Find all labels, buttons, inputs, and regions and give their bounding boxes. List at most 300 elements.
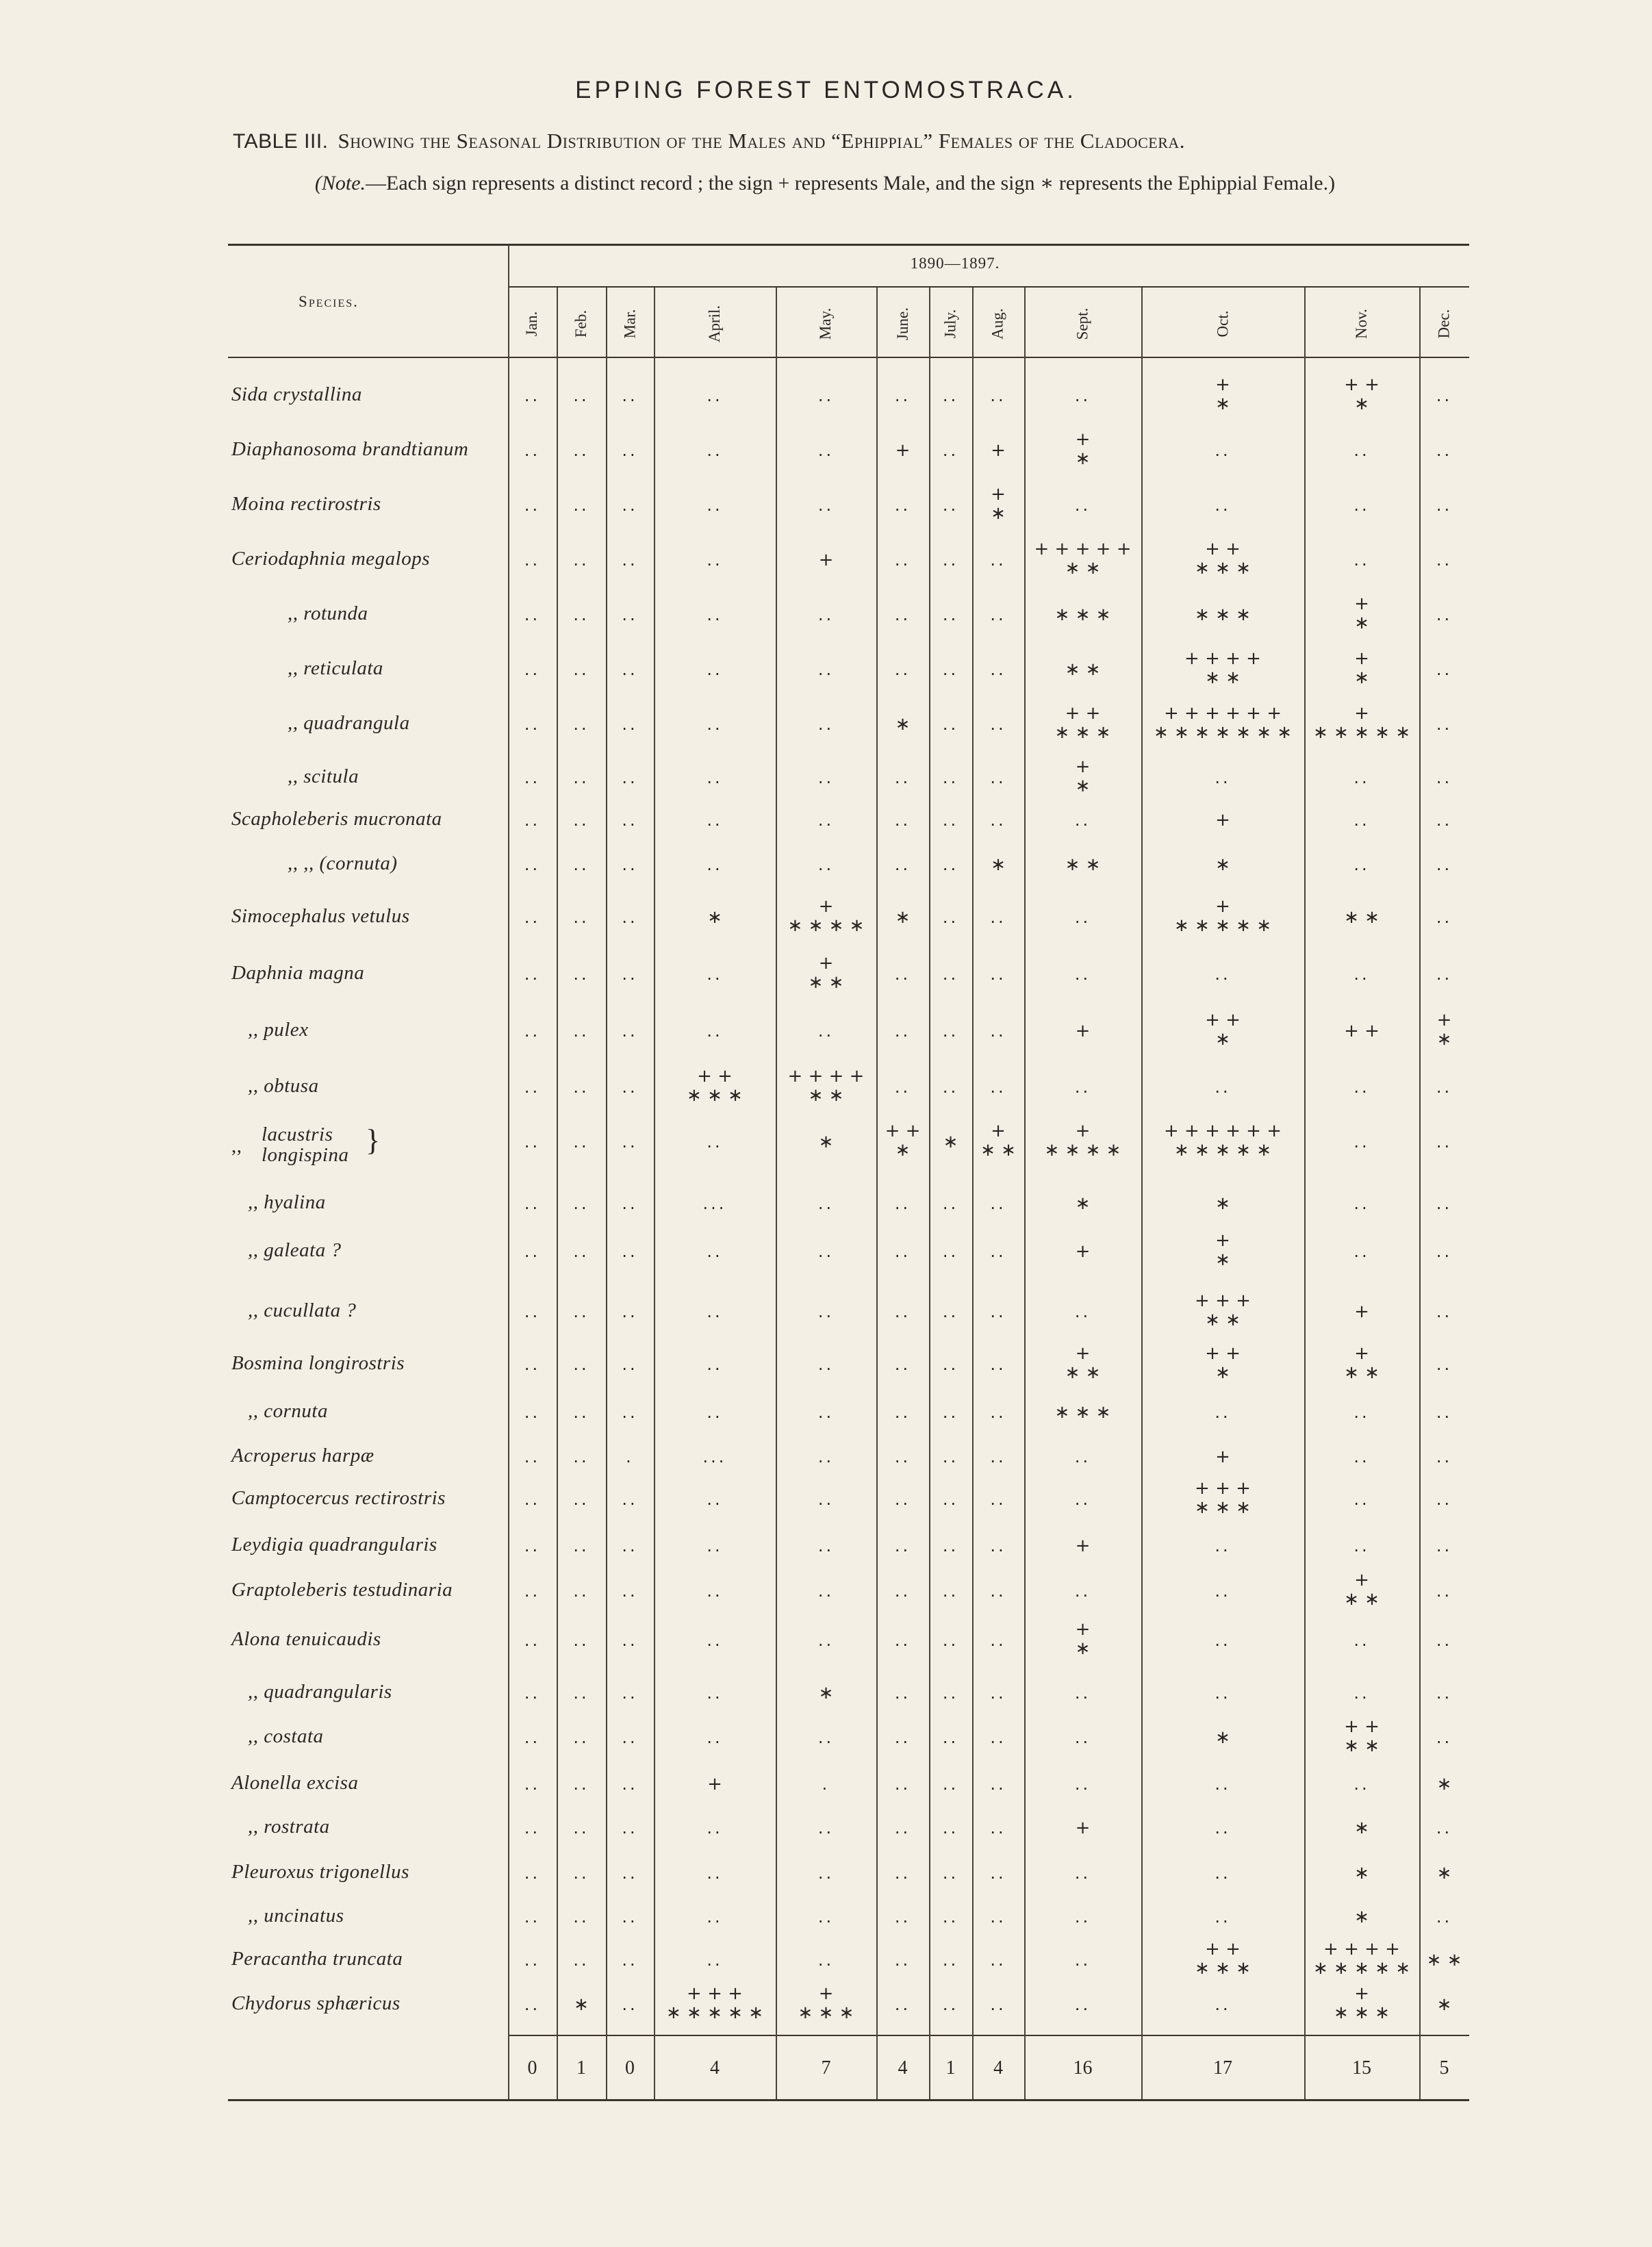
record-cell: .. <box>622 1582 638 1601</box>
record-cell: .. <box>1074 1864 1091 1883</box>
record-cell: .. <box>990 1194 1006 1213</box>
record-cell: + ∗ ∗ ∗ <box>1334 1983 1390 2023</box>
record-cell: .. <box>573 715 589 734</box>
record-cell: .. <box>990 715 1006 734</box>
species-name: ,, hyalina <box>248 1191 326 1213</box>
record-cell: + ∗ <box>1215 374 1230 414</box>
record-cell: .. <box>707 811 723 830</box>
record-cell: .. <box>707 1403 723 1422</box>
record-cell: .. <box>942 1536 959 1556</box>
record-cell: .. <box>622 965 638 984</box>
record-cell: ∗ ∗ <box>1065 659 1101 680</box>
record-cell: .. <box>707 1302 723 1321</box>
record-cell: ∗ <box>1436 1774 1452 1794</box>
record-cell: ∗ ∗ <box>1065 854 1101 875</box>
record-cell: .. <box>707 1728 723 1747</box>
period-label: 1890—1897. <box>910 255 1000 272</box>
record-cell: + + + ∗ ∗ ∗ <box>1195 1478 1251 1518</box>
record-cell: .. <box>524 1995 541 2014</box>
record-cell: .. <box>707 1355 723 1374</box>
record-cell: .. <box>524 965 541 984</box>
record-cell: .. <box>622 1403 638 1422</box>
record-cell: .. <box>1354 768 1370 787</box>
record-cell: .. <box>1215 768 1231 787</box>
record-cell: ∗ <box>1215 854 1230 875</box>
record-cell: .. <box>942 715 959 734</box>
record-cell: .. <box>817 386 835 405</box>
month-total: 7 <box>821 2057 831 2079</box>
record-cell: .. <box>524 715 541 734</box>
record-cell: .. <box>622 1490 638 1509</box>
record-cell: .. <box>942 1775 959 1794</box>
record-cell: .. <box>817 1403 835 1422</box>
record-cell: ∗ <box>991 854 1006 875</box>
record-cell: .. <box>817 1728 835 1747</box>
record-cell: .. <box>707 605 723 624</box>
record-cell: .. <box>990 1403 1006 1422</box>
record-cell: .. <box>1354 965 1370 984</box>
record-cell: .. <box>1354 1403 1370 1422</box>
record-cell: + <box>1075 1536 1091 1556</box>
record-cell: .. <box>524 1818 541 1838</box>
record-cell: .. <box>1354 1447 1370 1467</box>
species-name: ,, cucullata ? <box>248 1299 357 1321</box>
record-cell: .. <box>1074 908 1091 927</box>
record-cell: ∗ <box>1215 1727 1230 1748</box>
record-cell: ∗ <box>1215 1193 1230 1214</box>
record-cell: + ∗ <box>1436 1010 1452 1050</box>
record-cell: .. <box>622 1728 638 1747</box>
month-label: Nov. <box>1353 308 1370 339</box>
month-total: 4 <box>898 2057 908 2079</box>
record-cell: .. <box>990 605 1006 624</box>
record-cell: .. <box>942 1864 959 1883</box>
record-cell: .. <box>942 1021 959 1041</box>
record-cell: .. <box>990 1242 1006 1261</box>
record-cell: + + ∗ ∗ ∗ <box>687 1066 743 1106</box>
record-cell: + <box>818 550 834 570</box>
record-cell: .. <box>622 1078 638 1097</box>
record-cell: .. <box>990 965 1006 984</box>
record-cell: .. <box>1215 1631 1231 1650</box>
record-cell: .. <box>1436 1194 1453 1213</box>
record-cell: .. <box>942 1194 959 1213</box>
record-cell: .. <box>942 1242 959 1261</box>
record-cell: .. <box>573 855 589 874</box>
record-cell: .. <box>1436 1242 1453 1261</box>
record-cell: + + + + + ∗ ∗ <box>1034 539 1132 579</box>
record-cell: .. <box>1436 1302 1453 1321</box>
record-cell: + <box>707 1774 722 1794</box>
record-cell: .. <box>990 1728 1006 1747</box>
record-cell: .. <box>622 441 638 460</box>
month-header <box>1419 291 1469 356</box>
record-cell: .. <box>817 1355 835 1374</box>
record-cell: .. <box>990 908 1006 927</box>
record-cell: .. <box>894 1684 911 1703</box>
record-cell: .. <box>573 1355 589 1374</box>
record-cell: .. <box>573 1132 589 1152</box>
record-cell: .. <box>894 1631 911 1650</box>
record-cell: .. <box>1074 1078 1091 1097</box>
record-cell: ∗ <box>895 714 911 735</box>
record-cell: + + <box>1344 1021 1380 1041</box>
record-cell: .. <box>524 550 541 570</box>
record-cell: + ∗ <box>1215 1230 1230 1270</box>
record-cell: .. <box>707 550 723 570</box>
record-cell: .. <box>573 1242 589 1261</box>
record-cell: .. <box>1436 965 1453 984</box>
record-cell: .. <box>524 1302 541 1321</box>
record-cell: .. <box>942 441 959 460</box>
record-cell: .. <box>1436 1684 1453 1703</box>
record-cell: .. <box>1436 1447 1453 1467</box>
record-cell: .. <box>1436 1355 1453 1374</box>
month-label: Feb. <box>572 309 589 338</box>
record-cell: .. <box>942 1818 959 1838</box>
species-name: Bosmina longirostris <box>231 1352 405 1374</box>
record-cell: .. <box>524 1684 541 1703</box>
record-cell: .. <box>1436 386 1453 405</box>
record-cell: + + ∗ <box>1205 1010 1241 1050</box>
month-header <box>557 291 606 356</box>
month-label: Jan. <box>523 311 541 336</box>
record-cell: .. <box>573 1951 589 1970</box>
month-total: 16 <box>1073 2057 1093 2079</box>
record-cell: .. <box>707 715 723 734</box>
record-cell: .. <box>573 1582 589 1601</box>
record-cell: + + + + + + ∗ ∗ ∗ ∗ ∗ ∗ ∗ <box>1153 703 1293 743</box>
table-bottom-rule <box>228 2099 1469 2101</box>
record-cell: .. <box>622 386 638 405</box>
record-cell: .. <box>573 1728 589 1747</box>
record-cell: + <box>1215 810 1230 830</box>
month-total: 5 <box>1439 2057 1449 2079</box>
record-cell: .. <box>573 441 589 460</box>
month-total: 0 <box>625 2057 635 2079</box>
record-cell: .. <box>622 1951 638 1970</box>
record-cell: .. <box>524 1447 541 1467</box>
month-total: 15 <box>1352 2057 1371 2079</box>
record-cell: .. <box>524 1021 541 1041</box>
record-cell: .. <box>990 811 1006 830</box>
record-cell: .. <box>573 1864 589 1883</box>
record-cell: .. <box>1074 1728 1091 1747</box>
record-cell: .. <box>1436 1078 1453 1097</box>
record-cell: .. <box>573 1194 589 1213</box>
record-cell: .. <box>990 1302 1006 1321</box>
record-cell: .. <box>817 605 835 624</box>
record-cell: .. <box>1436 811 1453 830</box>
record-cell: .. <box>1436 441 1453 460</box>
record-cell: .. <box>622 1302 638 1321</box>
table-top-rule <box>228 244 1469 246</box>
record-cell: + + ∗ ∗ <box>1344 1716 1380 1756</box>
record-cell: .. <box>524 1194 541 1213</box>
record-cell: .. <box>1436 715 1453 734</box>
record-cell: + + + + ∗ ∗ <box>787 1066 865 1106</box>
record-cell: .. <box>1215 1078 1231 1097</box>
record-cell: .. <box>990 1490 1006 1509</box>
record-cell: .. <box>817 1242 835 1261</box>
record-cell: .. <box>707 1864 723 1883</box>
species-name: Ceriodaphnia megalops <box>231 548 431 570</box>
record-cell: .. <box>894 1194 911 1213</box>
record-cell: .. <box>942 855 959 874</box>
record-cell: .. <box>622 1631 638 1650</box>
record-cell: + ∗ ∗ ∗ ∗ ∗ <box>1174 896 1271 936</box>
record-cell: .. <box>894 386 911 405</box>
record-cell: .. <box>524 441 541 460</box>
record-cell: .. <box>1354 1490 1370 1509</box>
record-cell: .. <box>990 1907 1006 1927</box>
species-name: Acroperus harpæ <box>231 1445 374 1467</box>
record-cell: .. <box>942 550 959 570</box>
record-cell: .. <box>707 1582 723 1601</box>
record-cell: .. <box>1215 496 1231 515</box>
record-cell: .. <box>894 965 911 984</box>
record-cell: + <box>895 440 911 461</box>
record-cell: + <box>1075 1021 1091 1041</box>
record-cell: .. <box>990 1447 1006 1467</box>
record-cell: .. <box>707 1132 723 1152</box>
record-cell: .. <box>707 660 723 679</box>
record-cell: .. <box>1354 496 1370 515</box>
record-cell: + ∗ <box>1075 757 1091 796</box>
record-cell: .. <box>573 1631 589 1650</box>
record-cell: .. <box>942 1995 959 2014</box>
species-name: ,, ,, (cornuta) <box>288 852 398 874</box>
record-cell: .. <box>1354 1132 1370 1152</box>
table-label: TABLE III. <box>233 130 329 153</box>
record-cell: .. <box>524 855 541 874</box>
record-cell: .. <box>894 1021 911 1041</box>
months-top-rule <box>508 286 1469 288</box>
record-cell: .. <box>524 1631 541 1650</box>
totals-top-rule <box>508 2035 1469 2036</box>
record-cell: .. <box>1436 1490 1453 1509</box>
record-cell: .. <box>1436 1536 1453 1556</box>
species-name: ,, quadrangularis <box>248 1681 392 1703</box>
species-name: ,, rotunda <box>288 602 368 624</box>
record-cell: + + ∗ ∗ ∗ <box>1195 1939 1251 1979</box>
record-cell: .. <box>524 605 541 624</box>
month-header <box>508 291 557 356</box>
record-cell: .. <box>894 1447 911 1467</box>
record-cell: .. <box>622 908 638 927</box>
record-cell: .. <box>942 768 959 787</box>
record-cell: + + + + ∗ ∗ <box>1184 648 1261 688</box>
record-cell: .. <box>622 1355 638 1374</box>
record-cell: .. <box>990 1684 1006 1703</box>
record-cell: .. <box>817 1490 835 1509</box>
record-cell: .. <box>622 1995 638 2014</box>
record-cell: .. <box>707 1631 723 1650</box>
record-cell: ∗ <box>818 1683 834 1703</box>
record-cell: . <box>626 1447 634 1467</box>
record-cell: .. <box>990 1864 1006 1883</box>
record-cell: + ∗ ∗ ∗ <box>798 1983 854 2023</box>
month-header <box>654 291 776 356</box>
species-name: Camptocercus rectirostris <box>231 1487 446 1509</box>
record-cell: .. <box>817 811 835 830</box>
record-cell: .. <box>707 768 723 787</box>
record-cell: + + + + ∗ ∗ ∗ ∗ ∗ <box>1313 1939 1410 1979</box>
record-cell: .. <box>1354 1536 1370 1556</box>
record-cell: .. <box>894 1355 911 1374</box>
record-cell: .. <box>990 550 1006 570</box>
record-cell: .. <box>942 1951 959 1970</box>
month-label: Sept. <box>1073 307 1091 340</box>
month-header <box>606 291 654 356</box>
record-cell: .. <box>1354 1631 1370 1650</box>
record-cell: .. <box>707 965 723 984</box>
record-cell: .. <box>524 1951 541 1970</box>
record-cell: .. <box>707 1818 723 1838</box>
record-cell: .. <box>990 1355 1006 1374</box>
record-cell: .. <box>990 1951 1006 1970</box>
record-cell: + + + ∗ ∗ <box>1195 1291 1251 1330</box>
record-cell: ∗ <box>1354 1863 1369 1883</box>
record-cell: .. <box>707 441 723 460</box>
record-cell: + <box>1354 1302 1369 1322</box>
record-cell: .. <box>894 1728 911 1747</box>
record-cell: .. <box>817 768 835 787</box>
record-cell: .. <box>942 1447 959 1467</box>
record-cell: .. <box>990 1582 1006 1601</box>
record-cell: .. <box>1354 1242 1370 1261</box>
record-cell: .. <box>524 1864 541 1883</box>
record-cell: ∗ <box>574 1994 589 2015</box>
month-label: June. <box>893 307 911 340</box>
species-name: Alonella excisa <box>231 1772 359 1794</box>
record-cell: + + ∗ <box>1344 374 1380 414</box>
record-cell: ... <box>702 1447 727 1467</box>
record-cell: .. <box>707 1021 723 1041</box>
record-cell: .. <box>622 768 638 787</box>
record-cell: .. <box>894 1242 911 1261</box>
record-cell: .. <box>894 1582 911 1601</box>
record-cell: .. <box>1074 811 1091 830</box>
record-cell: .. <box>524 1728 541 1747</box>
record-cell: .. <box>942 660 959 679</box>
record-cell: .. <box>707 1951 723 1970</box>
record-cell: .. <box>1354 1684 1370 1703</box>
record-cell: .. <box>894 1951 911 1970</box>
record-cell: .. <box>622 660 638 679</box>
record-cell: .. <box>707 1907 723 1927</box>
month-header <box>776 291 876 356</box>
record-cell: ∗ <box>707 907 722 928</box>
record-cell: .. <box>707 386 723 405</box>
record-cell: .. <box>990 660 1006 679</box>
record-cell: ∗ ∗ ∗ <box>1054 605 1111 625</box>
note-text: —Each sign represents a distinct record ; the sign + represents Male, and the sign ∗ represents the Ephippial Female.) <box>366 172 1336 194</box>
record-cell: .. <box>1354 1194 1370 1213</box>
month-total: 1 <box>945 2057 956 2079</box>
record-cell: .. <box>1074 1907 1091 1927</box>
record-cell: .. <box>573 1021 589 1041</box>
record-cell: .. <box>1436 550 1453 570</box>
record-cell: ∗ <box>1354 1818 1369 1838</box>
species-name: ,, cornuta <box>248 1400 328 1422</box>
record-cell: .. <box>1436 908 1453 927</box>
record-cell: .. <box>894 1775 911 1794</box>
record-cell: .. <box>942 1631 959 1650</box>
record-cell: .. <box>524 768 541 787</box>
record-cell: .. <box>573 768 589 787</box>
record-cell: .. <box>1436 660 1453 679</box>
record-cell: .. <box>573 1403 589 1422</box>
record-cell: .. <box>573 496 589 515</box>
species-name: ,, uncinatus <box>248 1905 344 1927</box>
record-cell: .. <box>942 1907 959 1927</box>
record-cell: .. <box>524 1582 541 1601</box>
month-label: Oct. <box>1214 310 1231 337</box>
record-cell: .. <box>573 908 589 927</box>
record-cell: .. <box>707 855 723 874</box>
record-cell: .. <box>622 605 638 624</box>
record-cell: .. <box>524 1403 541 1422</box>
record-cell: + <box>991 440 1006 461</box>
species-name: Peracantha truncata <box>231 1948 403 1970</box>
record-cell: .. <box>622 1775 638 1794</box>
record-cell: .. <box>622 1864 638 1883</box>
record-cell: .. <box>942 496 959 515</box>
species-name: Moina rectirostris <box>231 493 381 515</box>
record-cell: .. <box>990 386 1006 405</box>
month-label: Aug. <box>989 307 1006 340</box>
record-cell: .. <box>990 1995 1006 2014</box>
month-total: 17 <box>1213 2057 1232 2079</box>
record-cell: .. <box>1074 1951 1091 1970</box>
species-name: Simocephalus vetulus <box>231 905 410 927</box>
species-name: Sida crystallina <box>231 383 362 405</box>
record-cell: ∗ ∗ ∗ <box>1195 605 1251 625</box>
record-cell: .. <box>1215 965 1231 984</box>
record-cell: .. <box>524 1907 541 1927</box>
record-cell: .. <box>817 1194 835 1213</box>
header-bottom-rule <box>228 357 1469 358</box>
record-cell: .. <box>573 1818 589 1838</box>
record-cell: .. <box>622 811 638 830</box>
record-cell: .. <box>573 965 589 984</box>
record-cell: .. <box>524 1490 541 1509</box>
record-cell: .. <box>942 1403 959 1422</box>
record-cell: .. <box>524 386 541 405</box>
record-cell: .. <box>1074 1447 1091 1467</box>
record-cell: .. <box>1354 855 1370 874</box>
species-name: Diaphanosoma brandtianum <box>231 438 469 460</box>
record-cell: + + + + + + ∗ ∗ ∗ ∗ ∗ <box>1163 1121 1282 1160</box>
record-cell: .. <box>524 908 541 927</box>
record-cell: .. <box>1215 1536 1231 1556</box>
record-cell: .. <box>1354 1775 1370 1794</box>
record-cell: .. <box>1074 1302 1091 1321</box>
table-note <box>233 170 1417 197</box>
month-label: Dec. <box>1435 309 1453 338</box>
record-cell: .. <box>573 1775 589 1794</box>
record-cell: + + ∗ <box>1205 1343 1241 1383</box>
record-cell: ∗ ∗ <box>1344 907 1380 928</box>
record-cell: .. <box>573 1490 589 1509</box>
record-cell: + ∗ <box>991 484 1006 524</box>
record-cell: .. <box>573 1536 589 1556</box>
record-cell: .. <box>817 1907 835 1927</box>
species-name: ,, obtusa <box>248 1075 319 1097</box>
page-header: EPPING FOREST ENTOMOSTRACA. <box>575 77 1077 103</box>
record-cell: .. <box>524 1775 541 1794</box>
